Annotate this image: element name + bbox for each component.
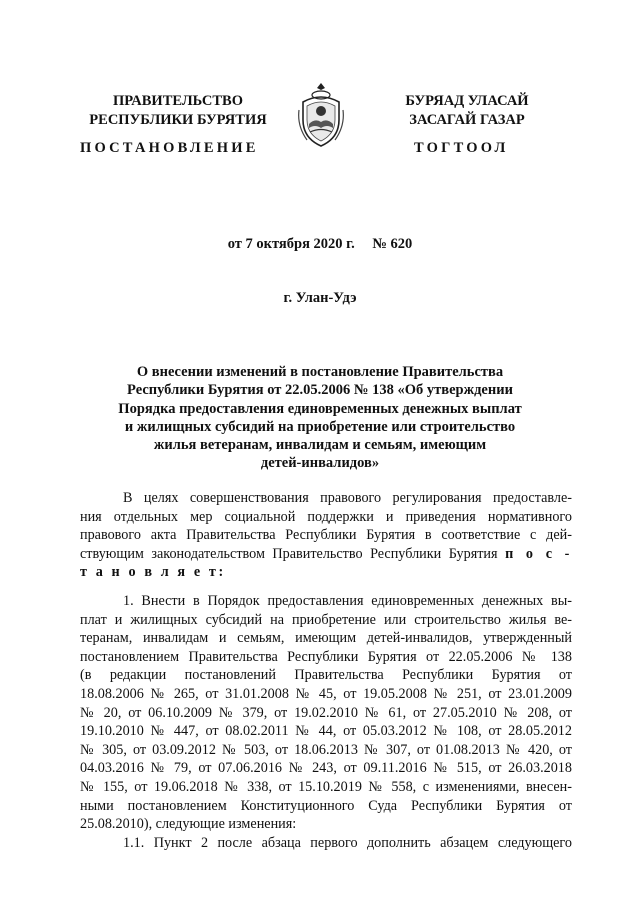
issuer-buryat-line-1: БУРЯАД УЛАСАЙ xyxy=(405,93,529,109)
body-line: правового акта Правительства Республики Бурятия в соответствие с дей- xyxy=(80,527,572,544)
body-line: ными постановлением Конституционного Суда Республики Бурятия от xyxy=(80,797,572,814)
title-line: Порядка предоставления единовременных денежных выплат xyxy=(118,400,522,417)
decree-title xyxy=(80,363,560,473)
issuer-russian xyxy=(78,92,278,130)
body-line: 18.08.2006 № 265, от 31.01.2008 № 45, от 19.05.2008 № 251, от 23.01.2009 xyxy=(80,685,572,702)
issuer-buryat-line-2: ЗАСАГАЙ ГАЗАР xyxy=(409,112,525,128)
body-line: теранам, инвалидам и семьям, имеющим детей-инвалидов, утвержденный xyxy=(80,630,572,647)
title-line: О внесении изменений в постановление Правительства xyxy=(136,364,504,380)
decree-number: № 620 xyxy=(372,236,413,252)
body-line: № 155, от 19.06.2018 № 338, от 15.10.2019 № 558, с изменениями, внесен- xyxy=(80,778,572,795)
body-line: плат и жилищных субсидий на приобретение или строительство жилья ве- xyxy=(80,611,572,628)
body-line: № 305, от 03.09.2012 № 503, от 18.06.2013 № 307, от 01.08.2013 № 420, от xyxy=(80,741,572,758)
decree-keyword-part-2: т а н о в л я е т: xyxy=(80,564,226,581)
decree-city: г. Улан-Удэ xyxy=(283,290,357,306)
body-line xyxy=(80,545,572,564)
body-line: (в редакции постановлений Правительства Республики Бурятия от xyxy=(80,667,572,684)
title-line: детей-инвалидов» xyxy=(260,455,380,472)
body-line: 25.08.2010), следующие изменения: xyxy=(80,816,297,833)
body-text-segment: ствующим законодательством Правительство Республики Бурятия xyxy=(80,545,498,562)
body-line: 1.1. Пункт 2 после абзаца первого дополнить абзацем следующего xyxy=(123,834,572,851)
body-line: 04.03.2016 № 79, от 07.06.2016 № 243, от 09.11.2016 № 515, от 26.03.2018 xyxy=(80,760,572,777)
issuer-russian-line-1: ПРАВИТЕЛЬСТВО xyxy=(113,93,243,109)
body-line: № 20, от 06.10.2009 № 379, от 19.02.2010 № 61, от 27.05.2010 № 208, от xyxy=(80,704,572,721)
body-line: В целях совершенствования правового регулирования предоставле- xyxy=(123,490,572,506)
decree-type-russian: ПОСТАНОВЛЕНИЕ xyxy=(80,140,259,156)
preamble-paragraph xyxy=(80,489,572,582)
body-line: 19.10.2010 № 447, от 08.02.2011 № 44, от 05.03.2012 № 108, от 28.05.2012 xyxy=(80,723,572,740)
body-line xyxy=(80,563,572,582)
decree-date-number xyxy=(0,236,640,253)
title-line: жилья ветеранам, инвалидам и семьям, имеющим xyxy=(153,437,487,454)
issuer-russian-line-2: РЕСПУБЛИКИ БУРЯТИЯ xyxy=(89,112,267,128)
item-1-paragraph xyxy=(80,592,572,852)
title-line: и жилищных субсидий на приобретение или строительство xyxy=(124,418,516,435)
decree-date: от 7 октября 2020 г. xyxy=(227,236,355,252)
issuer-buryat xyxy=(367,92,567,130)
decree-type-buryat: ТОГТООЛ xyxy=(414,140,509,156)
coat-of-arms-icon xyxy=(295,80,347,150)
body-line: ния отдельных мер социальной поддержки и приведения нормативного xyxy=(80,508,572,525)
body-line: постановлением Правительства Республики Бурятия от 22.05.2006 № 138 xyxy=(80,648,572,665)
decree-keyword-part-1: п о с - xyxy=(505,545,573,562)
body-line: 1. Внести в Порядок предоставления единовременных денежных вы- xyxy=(123,593,572,609)
title-line: Республики Бурятия от 22.05.2006 № 138 «Об утверждении xyxy=(127,382,513,399)
